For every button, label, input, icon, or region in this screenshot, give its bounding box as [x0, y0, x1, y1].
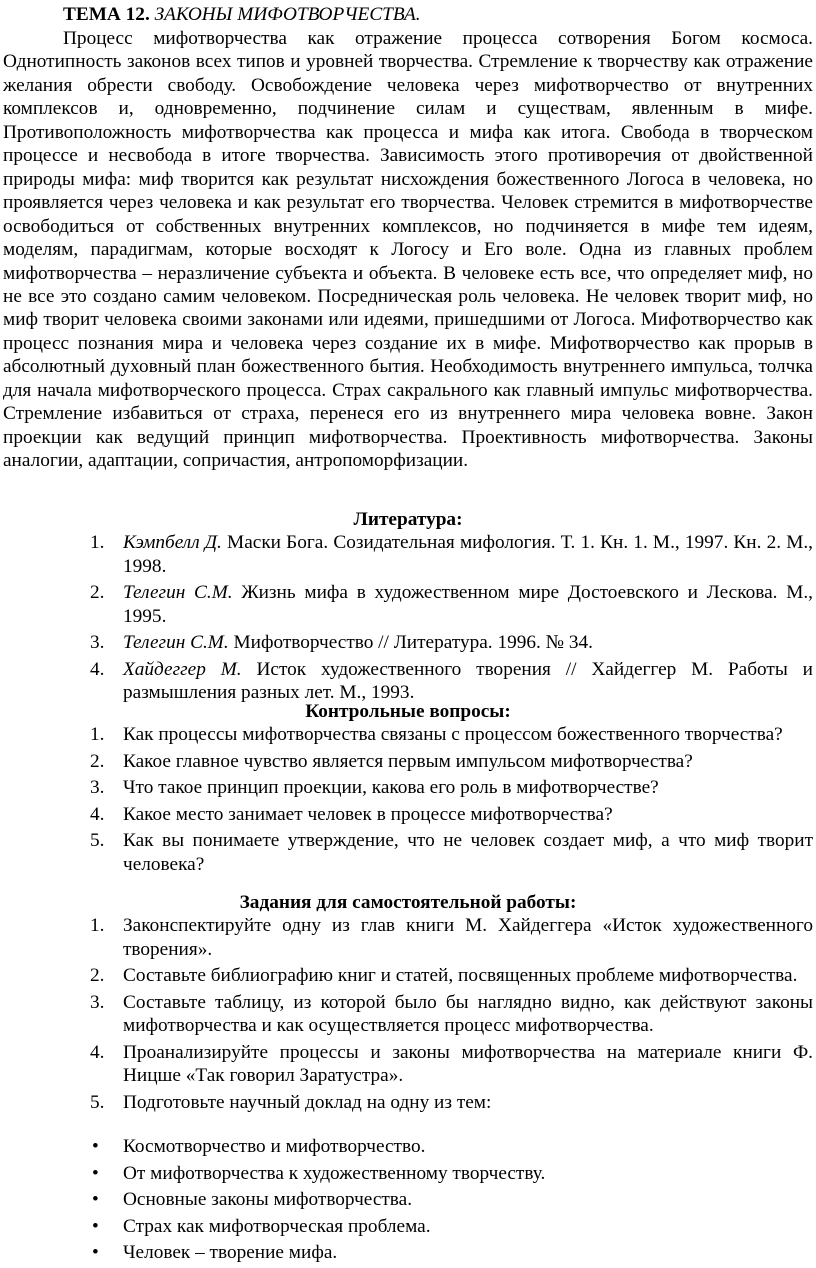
task-text: Законспектируйте одну из глав книги М. Хайдеггера «Исток художественного творения».	[123, 915, 813, 960]
topic-name: ЗАКОНЫ МИФОТВОРЧЕСТВА.	[154, 4, 421, 25]
topic-text: Космотворчество и мифотворчество.	[123, 1136, 426, 1157]
task-item	[0, 964, 816, 988]
body-paragraph: Процесс мифотворчества как отражение процесса сотворения Богом космоса. Однотипность законов всех типов и уровней творчества. Стремление к творчеству как отражение желания обрести свободу. Освобождение человека через мифотворчество от внутренних комплексов и, одновременно, подчинение силам и существам, явленным в мифе. Противоположность мифотворчества как процесса и мифа как итога. Свобода в творческом процессе и несвобода в итоге творчества. Зависимость этого противоречия от двойственной природы мифа: миф творится как результат нисхождения божественного Логоса в человека, но проявляется через человека и как результат его творчества. Человек стремится в мифотворчестве освободиться от собственных внутренних комплексов, но подчиняется в мифе тем идеям, моделям, парадигмам, которые восходят к Логосу и Его воле. Одна из главных проблем мифотворчества – неразличение субъекта и объекта. В человеке есть все, что определяет миф, но не все это создано самим человеком. Посредническая роль человека. Не человек творит миф, но миф творит человека своими законами или идеями, пришедшими от Логоса. Мифотворчество как процесс познания мира и человека через создание их в мифе. Мифотворчество как прорыв в абсолютный духовный план божественного бытия. Необходимость внутреннего импульса, толчка для начала мифотворческого процесса. Страх сакрального как главный импульс мифотворчества. Стремление избавиться от страха, перенеся его из внутреннего мира человека вовне. Закон проекции как ведущий принцип мифотворчества. Проективность мифотворчества. Законы аналогии, адаптации, сопричастия, антропоморфизации.	[3, 28, 813, 472]
question-item	[0, 829, 816, 876]
task-text: Проанализируйте процессы и законы мифотворчества на материале книги Ф. Ницше «Так говорил Заратустра».	[123, 1041, 813, 1086]
list-number: 1.	[90, 915, 105, 936]
literature-text: Маски Бога. Созидательная мифология. Т. 1. Кн. 1. М., 1997. Кн. 2. М., 1998.	[123, 532, 813, 577]
task-text: Подготовьте научный доклад на одну из тем:	[123, 1091, 492, 1113]
bullet-icon: •	[92, 1215, 99, 1237]
question-item	[0, 803, 816, 827]
literature-heading: Литература:	[353, 509, 463, 530]
list-number: 4.	[90, 803, 105, 825]
task-text: Составьте библиографию книг и статей, посвященных проблеме мифотворчества.	[123, 965, 798, 986]
literature-author: Телегин С.М.	[123, 632, 229, 653]
list-number: 5.	[90, 1091, 105, 1113]
question-item	[0, 723, 816, 747]
questions-heading: Контрольные вопросы:	[305, 701, 511, 722]
task-text: Составьте таблицу, из которой было бы наглядно видно, как действуют законы мифотворчества и как осуществляется процесс мифотворчества.	[123, 991, 813, 1036]
topic-item	[0, 1135, 816, 1159]
literature-item	[0, 658, 816, 705]
questions-list	[0, 723, 816, 879]
task-item	[0, 914, 816, 961]
topic-item	[0, 1162, 816, 1186]
topic-item	[0, 1188, 816, 1212]
task-item	[0, 991, 816, 1038]
literature-list	[0, 531, 816, 708]
topic-item	[0, 1215, 816, 1239]
tasks-heading: Задания для самостоятельной работы:	[239, 892, 577, 913]
literature-item	[0, 581, 816, 628]
literature-text: Жизнь мифа в художественном мире Достоевского и Лескова. М., 1995.	[123, 582, 813, 627]
list-number: 2.	[90, 582, 105, 603]
bullet-icon: •	[92, 1162, 99, 1184]
bullet-icon: •	[92, 1189, 99, 1210]
list-number: 4.	[90, 658, 105, 680]
bullet-icon: •	[92, 1136, 99, 1157]
question-text: Как процессы мифотворчества связаны с процессом божественного творчества?	[123, 724, 783, 745]
literature-author: Телегин С.М.	[123, 582, 233, 603]
list-number: 3.	[90, 777, 105, 798]
list-number: 1.	[90, 724, 105, 745]
list-number: 3.	[90, 991, 105, 1013]
topic-number: ТЕМА 12.	[63, 4, 150, 25]
question-item	[0, 776, 816, 800]
task-item	[0, 1091, 816, 1115]
list-number: 4.	[90, 1041, 105, 1063]
tasks-list	[0, 914, 816, 1117]
question-text: Какое главное чувство является первым импульсом мифотворчества?	[123, 750, 693, 772]
list-number: 3.	[90, 632, 105, 653]
list-number: 2.	[90, 965, 105, 986]
list-number: 5.	[90, 830, 105, 851]
question-item	[0, 750, 816, 774]
bullet-icon: •	[92, 1242, 99, 1263]
literature-author: Хайдеггер М.	[123, 658, 242, 680]
literature-item	[0, 531, 816, 578]
topic-text: Страх как мифотворческая проблема.	[123, 1215, 431, 1237]
question-text: Как вы понимаете утверждение, что не человек создает миф, а что миф творит человека?	[123, 830, 813, 875]
topics-list	[0, 1135, 816, 1268]
list-number: 2.	[90, 750, 105, 772]
literature-item	[0, 631, 816, 655]
task-item	[0, 1041, 816, 1088]
topic-title	[63, 3, 421, 27]
literature-text: Мифотворчество // Литература. 1996. № 34.	[228, 632, 593, 653]
question-text: Что такое принцип проекции, какова его роль в мифотворчестве?	[123, 777, 659, 798]
topic-text: Человек – творение мифа.	[123, 1242, 338, 1263]
topic-text: От мифотворчества к художественному творчеству.	[123, 1162, 546, 1184]
list-number: 1.	[90, 532, 105, 553]
topic-text: Основные законы мифотворчества.	[123, 1189, 413, 1210]
question-text: Какое место занимает человек в процессе мифотворчества?	[123, 803, 613, 825]
literature-text: Исток художественного творения // Хайдеггер М. Работы и размышления разных лет. М., 1993.	[123, 658, 813, 703]
literature-author: Кэмпбелл Д.	[123, 532, 222, 553]
